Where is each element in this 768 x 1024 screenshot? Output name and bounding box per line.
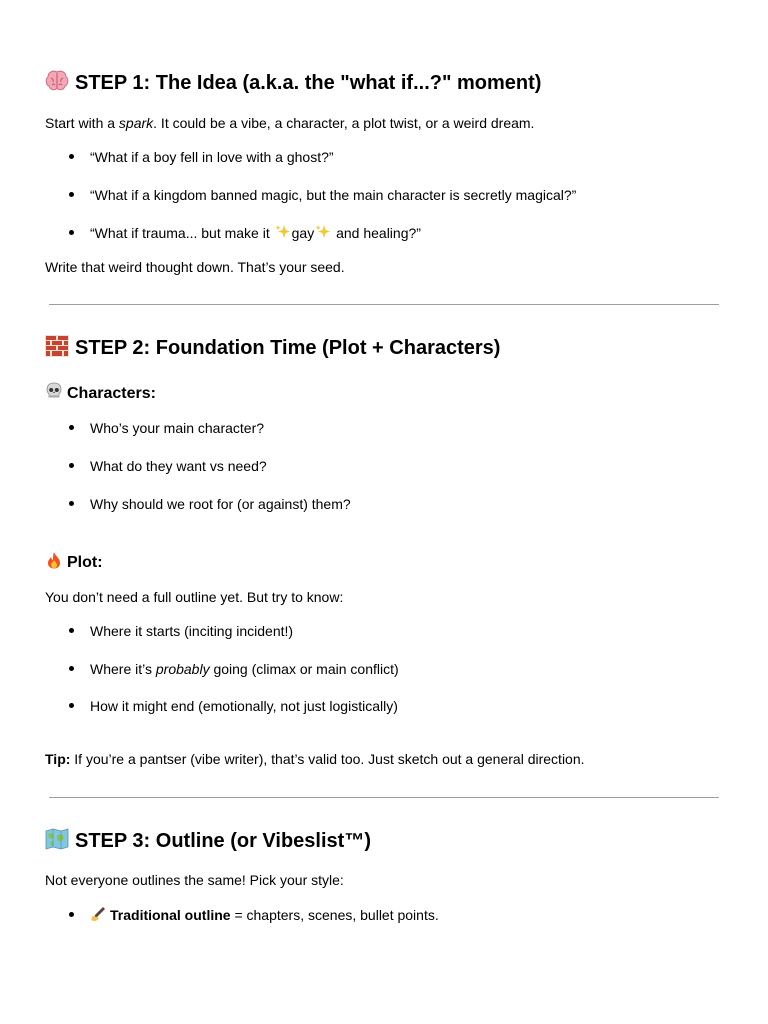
bullet-marker [69, 912, 74, 917]
step2-heading: STEP 2: Foundation Time (Plot + Characters) [45, 335, 500, 363]
writing-hand-icon [90, 906, 106, 925]
list-item: Where it starts (inciting incident!) [90, 623, 294, 639]
plot-intro: You don’t need a full outline yet. But try to know: [45, 589, 344, 605]
bullet-marker [69, 192, 74, 197]
list-item: “What if a boy fell in love with a ghost?” [90, 149, 334, 165]
sparkles-icon [275, 224, 291, 243]
bullet-marker [69, 230, 74, 235]
step1-outro: Write that weird thought down. That’s your seed. [45, 259, 345, 275]
list-item: What do they want vs need? [90, 458, 267, 474]
list-item: “What if trauma... but make it gay and healing?” [90, 225, 421, 241]
section-divider [49, 797, 719, 798]
skull-icon [45, 382, 63, 405]
brick-icon [45, 335, 69, 363]
world-map-icon [45, 828, 69, 856]
step3-intro: Not everyone outlines the same! Pick your style: [45, 872, 344, 888]
list-item: Where it’s probably going (climax or main conflict) [90, 661, 399, 677]
list-item: Traditional outline = chapters, scenes, bullet points. [90, 906, 439, 925]
step1-heading: STEP 1: The Idea (a.k.a. the "what if...?" moment) [45, 70, 541, 98]
brain-icon [45, 70, 69, 98]
characters-heading: Characters: [45, 382, 156, 405]
step3-heading: STEP 3: Outline (or Vibeslist™) [45, 828, 371, 856]
list-item: How it might end (emotionally, not just logistically) [90, 698, 398, 714]
sparkles-icon [315, 224, 331, 243]
bullet-marker [69, 666, 74, 671]
bullet-marker [69, 501, 74, 506]
bullet-marker [69, 703, 74, 708]
plot-heading: Plot: [45, 551, 103, 574]
list-item: “What if a kingdom banned magic, but the main character is secretly magical?” [90, 187, 577, 203]
fire-icon [45, 551, 63, 574]
bullet-marker [69, 154, 74, 159]
list-item: Who’s your main character? [90, 420, 265, 436]
bullet-marker [69, 425, 74, 430]
tip-paragraph: Tip: If you’re a pantser (vibe writer), that’s valid too. Just sketch out a general direction. [45, 751, 585, 767]
bullet-marker [69, 628, 74, 633]
bullet-marker [69, 463, 74, 468]
tip-label: Tip: [45, 751, 71, 767]
section-divider [49, 304, 719, 305]
step1-intro: Start with a spark. It could be a vibe, a character, a plot twist, or a weird dream. [45, 115, 535, 131]
list-item: Why should we root for (or against) them? [90, 496, 351, 512]
